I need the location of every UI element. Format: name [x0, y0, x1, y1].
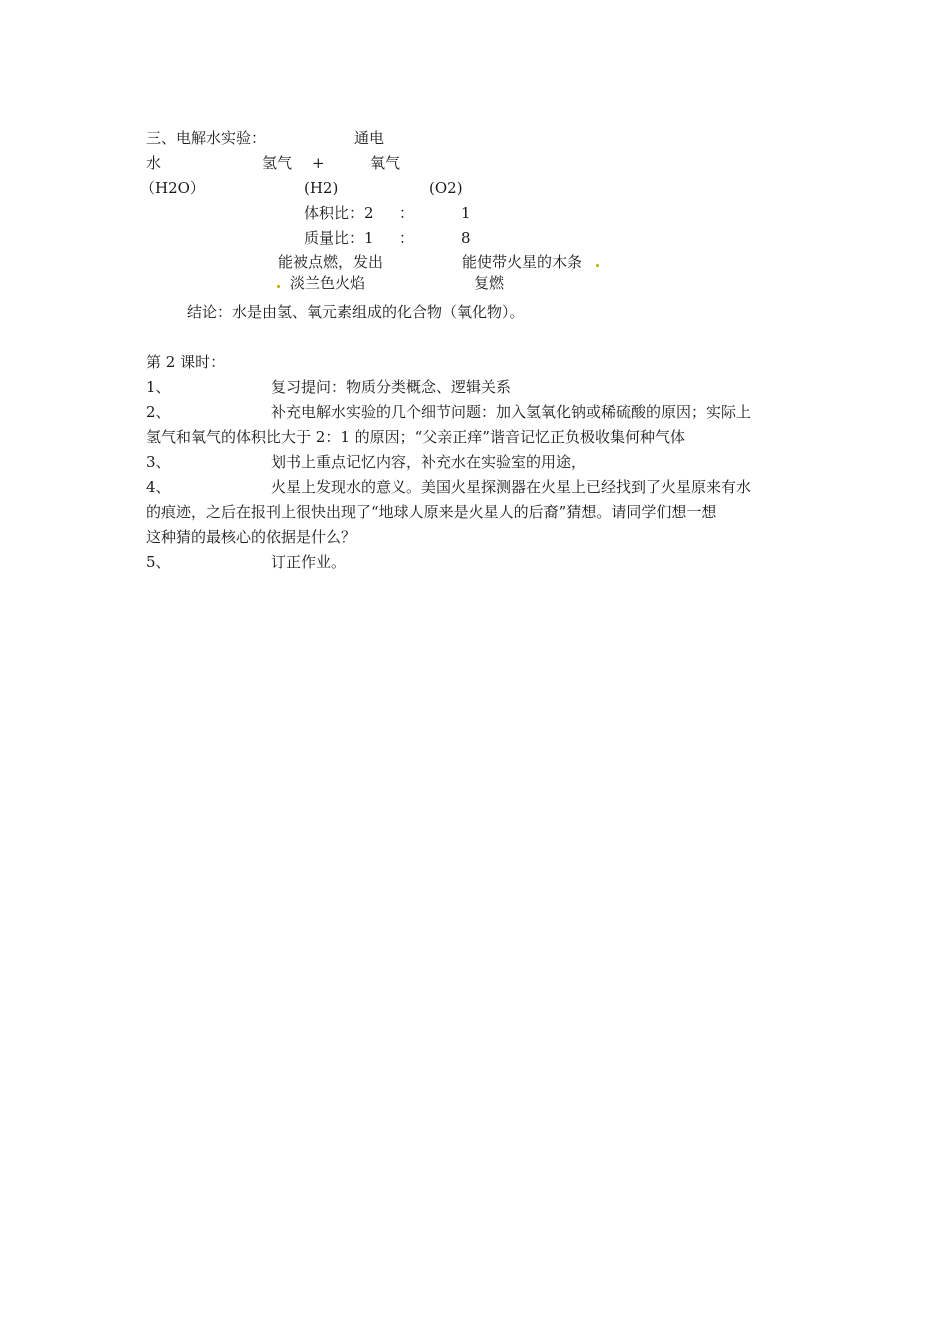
- oxygen-test-line2: 复燃: [474, 274, 505, 292]
- list-item-text: 补充电解水实验的几个细节问题：加入氢氧化钠或稀硫酸的原因；实际上: [271, 403, 752, 421]
- formula-water: （H2O）: [140, 179, 205, 197]
- list-item-text: 订正作业。: [271, 553, 347, 571]
- list-item-number: 4、: [146, 478, 171, 496]
- mass-ratio-label: 质量比：1: [304, 229, 374, 247]
- highlight-mark: [277, 285, 280, 288]
- section-title: 三、电解水实验：: [146, 129, 267, 147]
- lesson2-heading: 第 2 课时：: [146, 353, 226, 371]
- plus-sign: +: [312, 154, 325, 172]
- oxygen-test-line1: 能使带火星的木条: [462, 253, 583, 271]
- volume-ratio-colon: ：: [399, 204, 415, 222]
- volume-ratio-label: 体积比：2: [304, 204, 374, 222]
- list-item-continuation: 氢气和氧气的体积比大于 2：1 的原因；“父亲正痒”谐音记忆正负极收集何种气体: [146, 428, 685, 446]
- product-oxygen: 氧气: [370, 154, 401, 172]
- list-item-number: 1、: [146, 378, 171, 396]
- list-item-number: 5、: [146, 553, 171, 571]
- list-item-continuation: 这种猜的最核心的依据是什么？: [146, 528, 357, 546]
- highlight-mark: [596, 264, 599, 267]
- mass-ratio-value: 8: [461, 229, 471, 247]
- list-item-text: 复习提问：物质分类概念、逻辑关系: [271, 378, 512, 396]
- volume-ratio-value: 1: [461, 204, 471, 222]
- reaction-condition: 通电: [354, 129, 385, 147]
- hydrogen-test-line1: 能被点燃，发出: [278, 253, 384, 271]
- list-item-number: 2、: [146, 403, 171, 421]
- hydrogen-test-line2: 淡兰色火焰: [290, 274, 366, 292]
- formula-oxygen: (O2): [429, 179, 463, 197]
- mass-ratio-colon: ：: [399, 229, 415, 247]
- formula-hydrogen: (H2): [304, 179, 339, 197]
- conclusion: 结论：水是由氢、氧元素组成的化合物（氧化物）。: [187, 303, 525, 321]
- list-item-continuation: 的痕迹，之后在报刊上很快出现了“地球人原来是火星人的后裔”猜想。请同学们想一想: [146, 503, 717, 521]
- list-item-text: 划书上重点记忆内容，补充水在实验室的用途，: [271, 453, 587, 471]
- reactant-water: 水: [146, 154, 162, 172]
- list-item-number: 3、: [146, 453, 171, 471]
- product-hydrogen: 氢气: [262, 154, 293, 172]
- list-item-text: 火星上发现水的意义。美国火星探测器在火星上已经找到了火星原来有水: [271, 478, 752, 496]
